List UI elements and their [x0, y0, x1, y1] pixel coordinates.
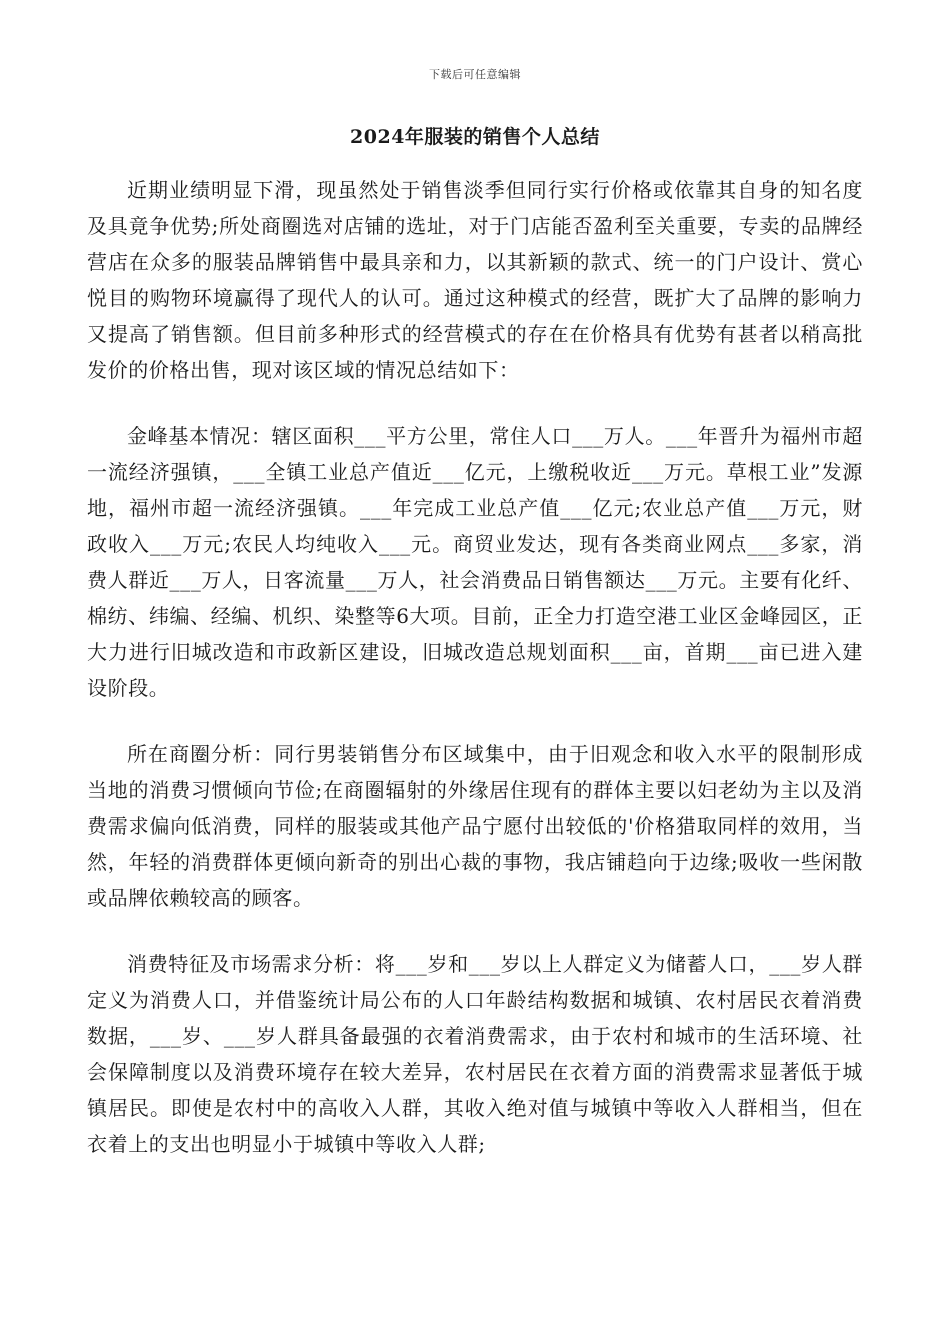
paragraph-consumer-analysis: 消费特征及市场需求分析：将___岁和___岁以上人群定义为储蓄人口，___岁人群定义为消费人口，并借鉴统计局公布的人口年龄结构数据和城镇、农村居民衣着消费数据，___岁、___岁人群具备最强的衣着消费需求，由于农村和城市的生活环境、社会保障制度以及消费环境存在较大差异，农村居民在衣着方面的消费需求显著低于城镇居民。即使是农村中的高收入人群，其收入绝对值与城镇中等收入人群相当，但在衣着上的支出也明显小于城镇中等收入人群; — [87, 952, 863, 1156]
paragraph-basic-situation: 金峰基本情况：辖区面积___平方公里，常住人口___万人。___年晋升为福州市超一流经济强镇，___全镇工业总产值近___亿元，上缴税收近___万元。草根工业”发源地，福州市超一流经济强镇。___年完成工业总产值___亿元;农业总产值___万元，财政收入___万元;农民人均纯收入___元。商贸业发达，现有各类商业网点___多家，消费人群近___万人，日客流量___万人，社会消费品日销售额达___万元。主要有化纤、棉纺、纬编、经编、机织、染整等6大项。目前，正全力打造空港工业区金峰园区，正大力进行旧城改造和市政新区建设，旧城改造总规划面积___亩，首期___亩已进入建设阶段。 — [87, 424, 863, 700]
header-note: 下载后可任意编辑 — [429, 68, 521, 81]
paragraph-trade-area-analysis: 所在商圈分析：同行男装销售分布区域集中，由于旧观念和收入水平的限制形成当地的消费习惯倾向节俭;在商圈辐射的外缘居住现有的群体主要以妇老幼为主以及消费需求偏向低消费，同样的服装或其他产品宁愿付出较低的'价格猎取同样的效用，当然，年轻的消费群体更倾向新奇的别出心裁的事物，我店铺趋向于边缘;吸收一些闲散或品牌依赖较高的顾客。 — [87, 742, 863, 910]
paragraph-intro: 近期业绩明显下滑，现虽然处于销售淡季但同行实行价格或依靠其自身的知名度及具竟争优势;所处商圈选对店铺的选址，对于门店能否盈利至关重要，专卖的品牌经营店在众多的服装品牌销售中最具亲和力，以其新颖的款式、统一的门户设计、赏心悦目的购物环境赢得了现代人的认可。通过这种模式的经营，既扩大了品牌的影响力又提高了销售额。但目前多种形式的经营模式的存在在价格具有优势有甚者以稍高批发价的价格出售，现对该区域的情况总结如下： — [87, 178, 863, 382]
document-title: 2024年服装的销售个人总结 — [350, 126, 600, 148]
document-body — [87, 172, 863, 1192]
